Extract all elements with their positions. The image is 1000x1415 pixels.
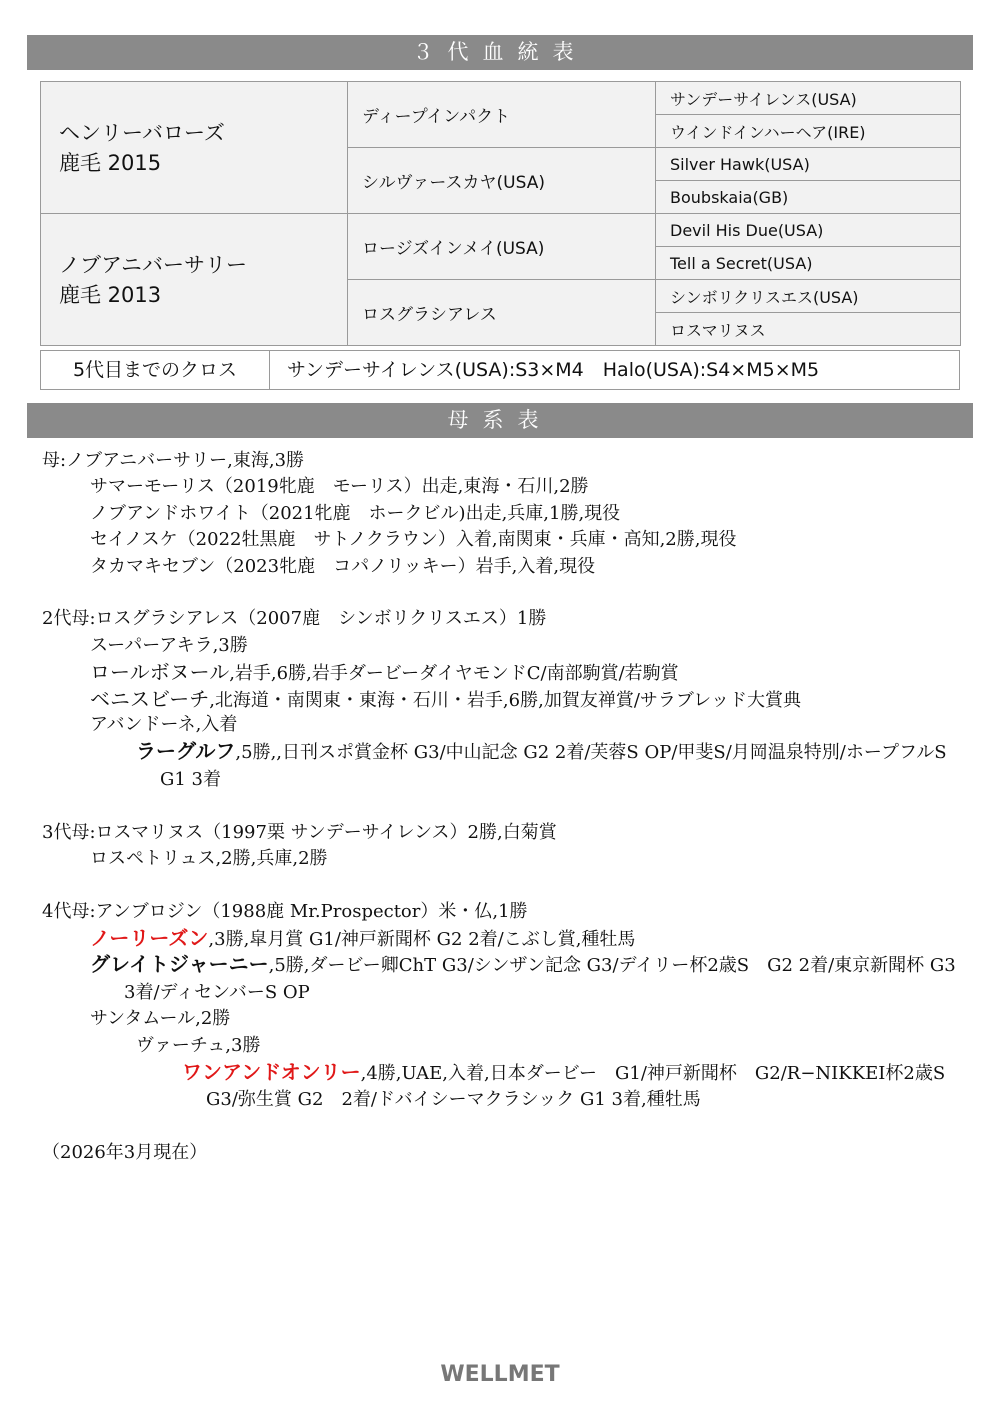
spacer [42, 580, 972, 606]
sire-name: ヘンリーバローズ [59, 120, 225, 145]
horse-name: ノーリーズン [90, 926, 209, 951]
inbreeding-cross-row [40, 350, 960, 390]
female-line-entry [42, 951, 962, 1006]
female-line-entry [42, 820, 972, 846]
female-line-list [42, 448, 972, 1167]
horse-name: ベニスビーチ [90, 686, 210, 711]
spacer [42, 872, 972, 898]
spacer [42, 793, 972, 819]
entry-text: 3代母:ロスマリヌス（1997栗 サンデーサイレンス）2勝,白菊賞 [42, 821, 557, 843]
sire-dam-dam-cell: Boubskaia(GB) [656, 181, 961, 214]
female-line-entry [42, 899, 972, 925]
entry-text: 母:ノブアニバーサリー,東海,3勝 [42, 450, 305, 471]
pedigree-header: ３代血統表 [27, 35, 973, 70]
entry-text: ,5勝,,日刊スポ賞金杯 G3/中山記念 G2 2着/芙蓉S OP/甲斐S/月岡温泉特別/ホープフルS G1 3着 [160, 742, 947, 790]
entry-text: ,北海道・南関東・東海・石川・岩手,6勝,加賀友禅賞/サラブレッド大賞典 [209, 689, 801, 711]
entry-text: 4代母:アンブロジン（1988鹿 Mr.Prospector）米・仏,1勝 [42, 900, 528, 922]
entry-text: サマーモーリス（2019牝鹿 モーリス）出走,東海・石川,2勝 [90, 476, 589, 498]
entry-text: ,3勝,皐月賞 G1/神戸新聞杯 G2 2着/こぶし賞,種牡馬 [208, 929, 636, 951]
female-line-entry [42, 527, 972, 553]
female-line-entry [42, 1140, 972, 1166]
female-line-entry [42, 501, 972, 527]
spacer [42, 1114, 972, 1140]
female-line-entry [42, 846, 972, 872]
female-line-entry [42, 686, 972, 712]
sire-sire-dam-cell: ウインドインハーヘア(IRE) [656, 115, 961, 148]
sire-cell [41, 82, 348, 214]
female-line-entry [42, 712, 972, 738]
entry-text: スーパーアキラ,3勝 [90, 634, 248, 656]
female-line-entry [42, 448, 972, 474]
female-line-header: 母系表 [27, 403, 973, 438]
entry-text: ヴァーチュ,3勝 [136, 1034, 261, 1056]
female-line-entry [42, 738, 962, 793]
cross-label: 5代目までのクロス [41, 351, 270, 389]
female-line-entry [42, 925, 972, 951]
horse-name: ラーグルフ [136, 739, 236, 764]
sire-dam-cell: シルヴァースカヤ(USA) [348, 148, 656, 214]
sire-sire-sire-cell: サンデーサイレンス(USA) [656, 82, 961, 115]
female-line-entry [42, 1006, 972, 1032]
female-line-entry [42, 1033, 972, 1059]
entry-text: サンタムール,2勝 [90, 1008, 231, 1030]
female-line-entry [42, 659, 972, 685]
entry-text: タカマキセブン（2023牝鹿 コパノリッキー）岩手,入着,現役 [90, 555, 596, 577]
female-line-entry [42, 554, 972, 580]
pedigree-table [40, 81, 961, 346]
sire-dam-sire-cell: Silver Hawk(USA) [656, 148, 961, 181]
sire-sire-cell: ディープインパクト [348, 82, 656, 148]
female-line-entry [42, 633, 972, 659]
dam-dam-cell: ロスグラシアレス [348, 280, 656, 346]
dam-sire-dam-cell: Tell a Secret(USA) [656, 247, 961, 280]
entry-text: セイノスケ（2022牡黒鹿 サトノクラウン）入着,南関東・兵庫・高知,2勝,現役 [90, 529, 737, 551]
female-line-entry [42, 606, 972, 632]
entry-text: （2026年3月現在） [42, 1142, 208, 1164]
dam-name: ノブアニバーサリー [59, 252, 247, 277]
female-line-entry [42, 1059, 962, 1114]
dam-sire-cell: ロージズインメイ(USA) [348, 214, 656, 280]
horse-name: ワンアンドオンリー [182, 1060, 361, 1085]
horse-name: グレイトジャーニー [90, 952, 269, 977]
entry-text: ロスペトリュス,2勝,兵庫,2勝 [90, 847, 328, 869]
entry-text: ノブアンドホワイト（2021牝鹿 ホークビル)出走,兵庫,1勝,現役 [90, 502, 621, 524]
cross-value: サンデーサイレンス(USA):S3×M4 Halo(USA):S4×M5×M5 [287, 359, 820, 381]
dam-dam-dam-cell: ロスマリヌス [656, 313, 961, 346]
entry-text: ,5勝,ダービー卿ChT G3/シンザン記念 G3/デイリー杯2歳S G2 2着/東京新聞杯 G3 3着/ディセンバーS OP [124, 955, 956, 1003]
dam-dam-sire-cell: シンボリクリスエス(USA) [656, 280, 961, 313]
entry-text: ,4勝,UAE,入着,日本ダービー G1/神戸新聞杯 G2/R−NIKKEI杯2歳S G3/弥生賞 G2 2着/ドバイシーマクラシック G1 3着,種牡馬 [206, 1063, 946, 1111]
horse-name: ロールボヌール [90, 660, 230, 685]
female-line-entry [42, 474, 972, 500]
dam-color-year: 鹿毛 2013 [59, 282, 162, 307]
entry-text: ,岩手,6勝,岩手ダービーダイヤモンドC/南部駒賞/若駒賞 [229, 663, 679, 685]
dam-sire-sire-cell: Devil His Due(USA) [656, 214, 961, 247]
entry-text: アバンドーネ,入着 [90, 713, 238, 735]
dam-cell [41, 214, 348, 346]
entry-text: 2代母:ロスグラシアレス（2007鹿 シンボリクリスエス）1勝 [42, 608, 547, 630]
sire-color-year: 鹿毛 2015 [59, 150, 162, 175]
wellmet-logo: WELLMET [440, 1362, 560, 1387]
